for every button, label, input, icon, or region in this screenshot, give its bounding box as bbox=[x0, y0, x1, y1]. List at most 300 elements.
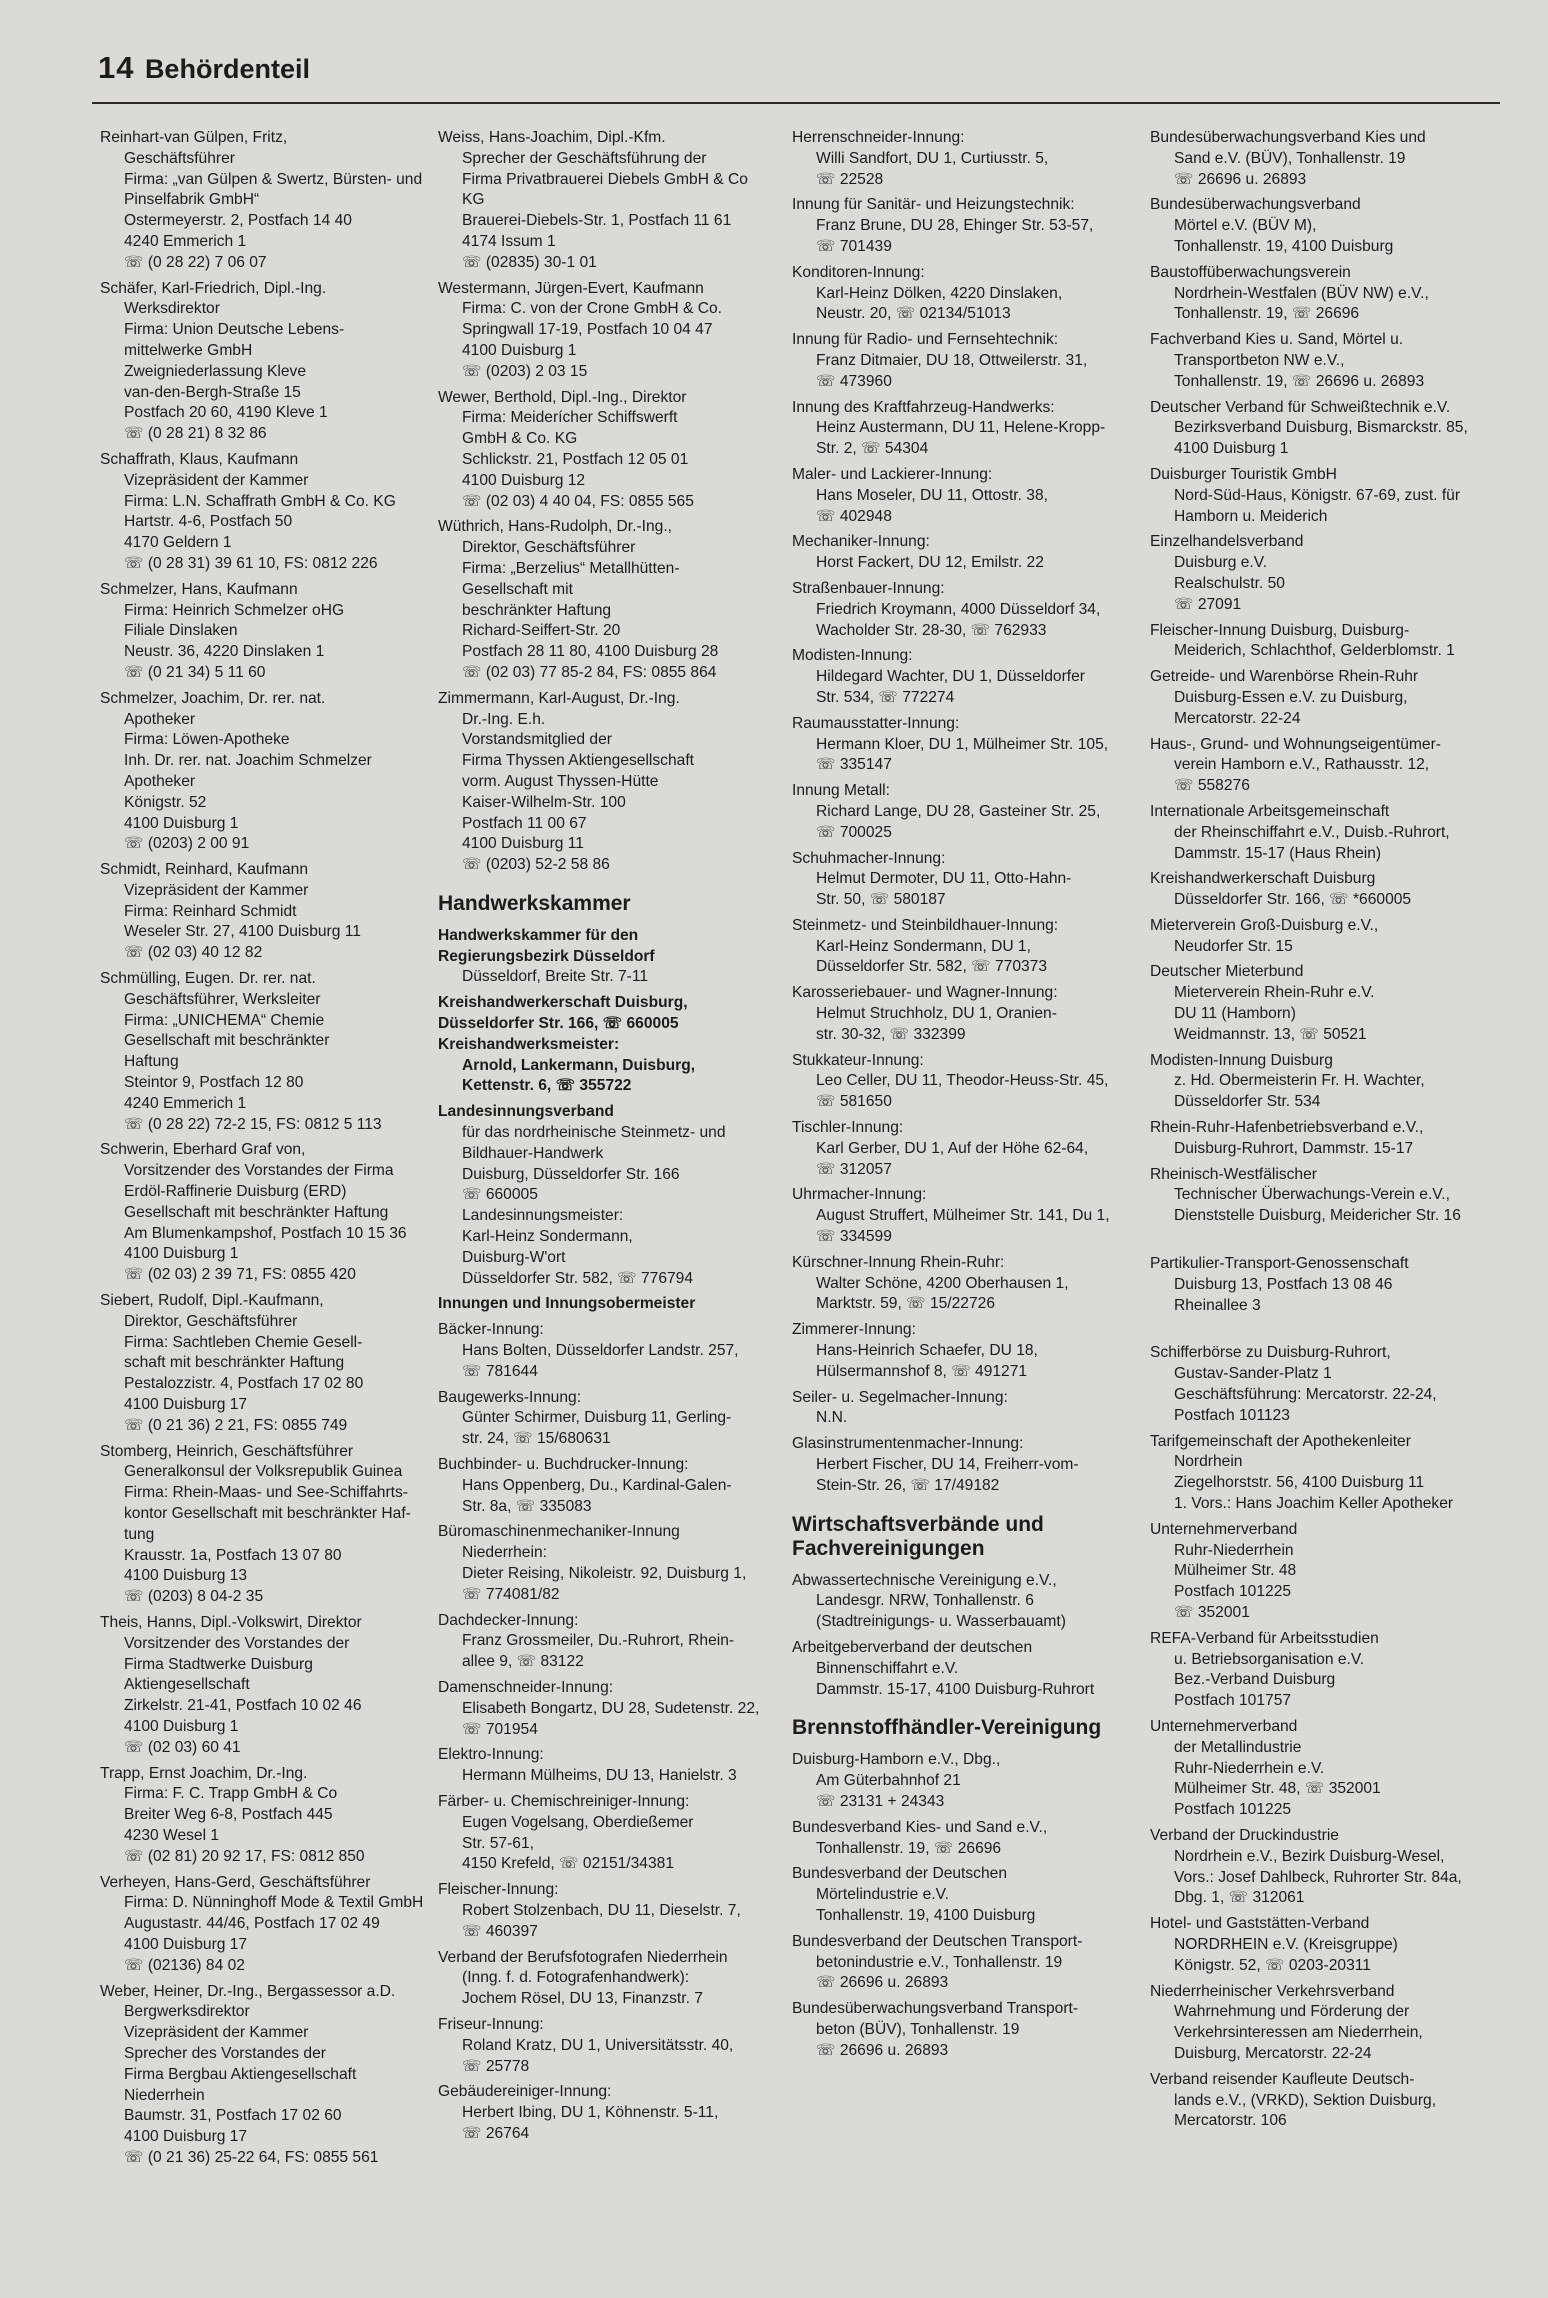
entry-line: Düsseldorfer Str. 166, ☏ *660005 bbox=[1174, 891, 1412, 909]
entry-line: van-den-Bergh-Straße 15 bbox=[124, 383, 301, 401]
entry-line: ☏ 460397 bbox=[462, 1922, 538, 1940]
entry-title: Mieterverein Groß-Duisburg e.V., bbox=[1150, 916, 1379, 934]
entry-line: beschränkter Haftung bbox=[462, 601, 612, 619]
entry-line: Firma: L.N. Schaffrath GmbH & Co. KG bbox=[124, 492, 396, 510]
entry-line: NORDRHEIN e.V. (Kreisgruppe) bbox=[1174, 1935, 1398, 1953]
directory-entry bbox=[438, 2082, 778, 2144]
entry-line: Hans Moseler, DU 11, Ottostr. 38, bbox=[816, 486, 1048, 504]
directory-entry bbox=[1150, 330, 1490, 392]
entry-line: 4100 Duisburg 1 bbox=[124, 1717, 239, 1735]
directory-entry bbox=[1150, 1343, 1490, 1426]
entry-line: Verkehrsinteressen am Niederrhein, bbox=[1174, 2024, 1423, 2042]
entry-line: Realschulstr. 50 bbox=[1174, 574, 1285, 592]
directory-entry bbox=[100, 1291, 430, 1437]
directory-entry bbox=[1150, 1826, 1490, 1909]
entry-line: ☏ 25778 bbox=[462, 2057, 530, 2075]
directory-entry bbox=[100, 1613, 430, 1759]
directory-entry bbox=[438, 388, 778, 513]
entry-line: Gesellschaft mit beschränkter bbox=[124, 1032, 330, 1050]
page-header bbox=[98, 50, 310, 86]
entry-line: Friedrich Kroymann, 4000 Düsseldorf 34, bbox=[816, 600, 1101, 618]
entry-line: Firma: Meiderícher Schiffswerft bbox=[462, 409, 678, 427]
entry-line: Krausstr. 1a, Postfach 13 07 80 bbox=[124, 1546, 342, 1564]
entry-title: Zimmerer-Innung: bbox=[792, 1321, 916, 1339]
entry-line: Hans-Heinrich Schaefer, DU 18, bbox=[816, 1342, 1038, 1360]
entry-line: Am Güterbahnhof 21 bbox=[816, 1772, 961, 1790]
directory-entry bbox=[100, 580, 430, 684]
entry-line: Rheinallee 3 bbox=[1174, 1296, 1261, 1314]
entry-line: Jochem Rösel, DU 13, Finanzstr. 7 bbox=[462, 1990, 703, 2008]
spacer bbox=[1150, 1321, 1490, 1343]
directory-entry bbox=[438, 926, 778, 988]
directory-entry bbox=[1150, 1165, 1490, 1227]
entry-line: Geschäftsführer, Werksleiter bbox=[124, 990, 321, 1008]
entry-line: Postfach 28 11 80, 4100 Duisburg 28 bbox=[462, 643, 719, 661]
entry-line: Sand e.V. (BÜV), Tonhallenstr. 19 bbox=[1174, 149, 1406, 167]
entry-title: Friseur-Innung: bbox=[438, 2015, 544, 2033]
entry-line: Duisburg, Düsseldorfer Str. 166 bbox=[462, 1165, 680, 1183]
entry-line: Neustr. 36, 4220 Dinslaken 1 bbox=[124, 643, 325, 661]
entry-line: 4100 Duisburg 1 bbox=[462, 341, 577, 359]
entry-line: Weidmannstr. 13, ☏ 50521 bbox=[1174, 1025, 1367, 1043]
entry-title: Rheinisch-Westfälischer bbox=[1150, 1165, 1317, 1183]
directory-entry bbox=[792, 579, 1132, 641]
directory-entry bbox=[438, 689, 778, 876]
entry-line: Mülheimer Str. 48, ☏ 352001 bbox=[1174, 1780, 1381, 1798]
entry-title: Buchbinder- u. Buchdrucker-Innung: bbox=[438, 1456, 689, 1474]
entry-line: Steintor 9, Postfach 12 80 bbox=[124, 1074, 304, 1092]
entry-line: Karl-Heinz Dölken, 4220 Dinslaken, bbox=[816, 284, 1063, 302]
entry-line: Wahrnehmung und Förderung der bbox=[1174, 2003, 1410, 2021]
entry-line: Duisburg e.V. bbox=[1174, 554, 1268, 572]
directory-entry bbox=[100, 860, 430, 964]
entry-line: Werksdirektor bbox=[124, 300, 220, 318]
entry-line: Regierungsbezirk Düsseldorf bbox=[438, 947, 655, 965]
directory-entry bbox=[1150, 869, 1490, 911]
entry-title: Dachdecker-Innung: bbox=[438, 1611, 579, 1629]
spacer bbox=[1150, 1232, 1490, 1254]
entry-line: 4150 Krefeld, ☏ 02151/34381 bbox=[462, 1855, 674, 1873]
entry-line: Str. 57-61, bbox=[462, 1834, 534, 1852]
entry-line: Mörtelindustrie e.V. bbox=[816, 1886, 949, 1904]
entry-line: Firma: Heinrich Schmelzer oHG bbox=[124, 601, 345, 619]
entry-title: Innung für Radio- und Fernsehtechnik: bbox=[792, 331, 1059, 349]
directory-entry bbox=[792, 195, 1132, 257]
directory-entry bbox=[1150, 1914, 1490, 1976]
entry-line: Hermann Kloer, DU 1, Mülheimer Str. 105, bbox=[816, 735, 1109, 753]
directory-entry bbox=[792, 1253, 1132, 1315]
entry-line: Baumstr. 31, Postfach 17 02 60 bbox=[124, 2107, 342, 2125]
entry-title: Schwerin, Eberhard Graf von, bbox=[100, 1141, 306, 1159]
entry-title: Siebert, Rudolf, Dipl.-Kaufmann, bbox=[100, 1292, 324, 1310]
entry-line: Postfach 11 00 67 bbox=[462, 814, 587, 832]
directory-entry bbox=[792, 1320, 1132, 1382]
entry-line: Bez.-Verband Duisburg bbox=[1174, 1671, 1336, 1689]
entry-line: Augustastr. 44/46, Postfach 17 02 49 bbox=[124, 1915, 380, 1933]
entry-line: Duisburg-Ruhrort, Dammstr. 15-17 bbox=[1174, 1139, 1414, 1157]
entry-title: Elektro-Innung: bbox=[438, 1746, 544, 1764]
entry-line: Firma: „Berzelius“ Metallhütten- bbox=[462, 559, 680, 577]
entry-line: Stein-Str. 26, ☏ 17/49182 bbox=[816, 1476, 1000, 1494]
directory-entry bbox=[438, 1948, 778, 2010]
entry-line: ☏ 352001 bbox=[1174, 1604, 1250, 1621]
entry-line: Firma: Union Deutsche Lebens- bbox=[124, 321, 345, 339]
entry-line: ☏ (02 03) 2 39 71, FS: 0855 420 bbox=[124, 1266, 356, 1284]
entry-line: Duisburg 13, Postfach 13 08 46 bbox=[1174, 1275, 1393, 1293]
entry-line: Schlickstr. 21, Postfach 12 05 01 bbox=[462, 450, 689, 468]
entry-line: Pinselfabrik GmbH“ bbox=[124, 191, 260, 209]
entry-title: Arbeitgeberverband der deutschen bbox=[792, 1639, 1033, 1656]
entry-line: Zirkelstr. 21-41, Postfach 10 02 46 bbox=[124, 1697, 362, 1715]
entry-line: Franz Brune, DU 28, Ehinger Str. 53-57, bbox=[816, 217, 1094, 235]
entry-line: Direktor, Geschäftsführer bbox=[462, 539, 636, 557]
entry-line: Roland Kratz, DU 1, Universitätsstr. 40, bbox=[462, 2036, 734, 2054]
entry-line: ☏ 581650 bbox=[816, 1093, 892, 1111]
entry-line: ☏ (02 03) 77 85-2 84, FS: 0855 864 bbox=[462, 663, 717, 681]
entry-line: Gesellschaft mit beschränkter Haftung bbox=[124, 1203, 389, 1221]
entry-line: Postfach 101123 bbox=[1174, 1406, 1290, 1424]
directory-entry bbox=[100, 1442, 430, 1608]
entry-line: Geschäftsführung: Mercatorstr. 22-24, bbox=[1174, 1386, 1437, 1404]
entry-line: Generalkonsul der Volksrepublik Guinea bbox=[124, 1463, 403, 1481]
entry-line: ☏ 558276 bbox=[1174, 777, 1250, 795]
entry-line: Vizepräsident der Kammer bbox=[124, 471, 309, 489]
entry-line: Firma: C. von der Crone GmbH & Co. bbox=[462, 300, 722, 318]
entry-line: 4230 Wesel 1 bbox=[124, 1826, 220, 1844]
directory-entry bbox=[100, 1982, 430, 2169]
entry-line: Firma: Rhein-Maas- und See-Schiffahrts- bbox=[124, 1484, 408, 1502]
directory-entry bbox=[1150, 667, 1490, 729]
entry-line: Zweigniederlassung Kleve bbox=[124, 362, 307, 380]
section-heading: Wirtschaftsverbände und Fachvereinigungen bbox=[792, 1512, 1044, 1560]
entry-line: Technischer Überwachungs-Verein e.V., bbox=[1174, 1186, 1450, 1204]
entry-line: Kaiser-Wilhelm-Str. 100 bbox=[462, 793, 626, 811]
entry-line: Mieterverein Rhein-Ruhr e.V. bbox=[1174, 984, 1375, 1002]
entry-line: Tonhallenstr. 19, ☏ 26696 u. 26893 bbox=[1174, 372, 1425, 390]
entry-line: Ruhr-Niederrhein bbox=[1174, 1541, 1294, 1559]
entry-line: ☏ 26696 u. 26893 bbox=[816, 2041, 949, 2059]
entry-line: verein Hamborn e.V., Rathausstr. 12, bbox=[1174, 756, 1430, 774]
directory-entry bbox=[792, 330, 1132, 392]
entry-line: 4100 Duisburg 17 bbox=[124, 1935, 248, 1953]
directory-entry bbox=[792, 983, 1132, 1045]
entry-line: Aktiengesellschaft bbox=[124, 1676, 250, 1694]
directory-entry bbox=[792, 1750, 1132, 1812]
entry-line: ☏ 22528 bbox=[816, 170, 884, 188]
entry-line: Weseler Str. 27, 4100 Duisburg 11 bbox=[124, 923, 361, 941]
entry-line: ☏ 23131 + 24343 bbox=[816, 1792, 945, 1810]
entry-line: Postfach 101757 bbox=[1174, 1692, 1292, 1710]
entry-line: Breiter Weg 6-8, Postfach 445 bbox=[124, 1806, 333, 1824]
entry-line: Dieter Reising, Nikoleistr. 92, Duisburg 1, bbox=[462, 1565, 747, 1582]
entry-line: ☏ (0 21 34) 5 11 60 bbox=[124, 663, 266, 681]
directory-entry bbox=[1150, 2070, 1490, 2132]
entry-line: ☏ (02136) 84 02 bbox=[124, 1956, 245, 1974]
directory-entry bbox=[792, 1051, 1132, 1113]
directory-entry bbox=[1150, 1051, 1490, 1113]
directory-entry bbox=[792, 1571, 1132, 1633]
entry-line: Gesellschaft mit bbox=[462, 580, 573, 598]
entry-line: Transportbeton NW e.V., bbox=[1174, 351, 1345, 369]
entry-title: Uhrmacher-Innung: bbox=[792, 1186, 927, 1204]
entry-line: Düsseldorfer Str. 534 bbox=[1174, 1093, 1321, 1111]
entry-line: Meiderich, Schlachthof, Gelderblomstr. 1 bbox=[1174, 642, 1455, 660]
entry-title: Stomberg, Heinrich, Geschäftsführer bbox=[100, 1442, 354, 1460]
entry-line: Firma Bergbau Aktiengesellschaft bbox=[124, 2065, 357, 2083]
directory-entry bbox=[438, 1522, 778, 1605]
entry-line: Nordrhein bbox=[1174, 1453, 1243, 1471]
entry-line: Neudorfer Str. 15 bbox=[1174, 937, 1293, 955]
entry-line: vorm. August Thyssen-Hütte bbox=[462, 772, 659, 790]
entry-line: 4100 Duisburg 13 bbox=[124, 1567, 248, 1585]
entry-title: Karosseriebauer- und Wagner-Innung: bbox=[792, 984, 1058, 1002]
entry-title: Reinhart-van Gülpen, Fritz, bbox=[100, 129, 288, 146]
entry-title: Bundesüberwachungsverband Kies und bbox=[1150, 129, 1426, 146]
directory-entry bbox=[438, 1745, 778, 1787]
entry-line: ☏ (0203) 8 04-2 35 bbox=[124, 1588, 264, 1606]
entry-line: Niederrhein: bbox=[462, 1544, 547, 1562]
entry-line: lands e.V., (VRKD), Sektion Duisburg, bbox=[1174, 2091, 1437, 2109]
entry-line: ☏ (0 28 22) 7 06 07 bbox=[124, 253, 267, 271]
entry-line: Willi Sandfort, DU 1, Curtiusstr. 5, bbox=[816, 149, 1049, 167]
directory-entry bbox=[1150, 1118, 1490, 1160]
entry-line: 4170 Geldern 1 bbox=[124, 534, 232, 552]
entry-line: betonindustrie e.V., Tonhallenstr. 19 bbox=[816, 1953, 1063, 1971]
entry-title: Kreishandwerkerschaft Duisburg, bbox=[438, 994, 688, 1012]
entry-line: Hartstr. 4-6, Postfach 50 bbox=[124, 513, 293, 531]
directory-entry bbox=[792, 1118, 1132, 1180]
entry-line: Düsseldorfer Str. 582, ☏ 776794 bbox=[462, 1269, 694, 1287]
entry-line: Nord-Süd-Haus, Königstr. 67-69, zust. für bbox=[1174, 486, 1461, 504]
directory-entry bbox=[1150, 1717, 1490, 1821]
entry-line: Dbg. 1, ☏ 312061 bbox=[1174, 1889, 1305, 1907]
entry-line: Walter Schöne, 4200 Oberhausen 1, bbox=[816, 1274, 1069, 1292]
entry-line: Nordrhein e.V., Bezirk Duisburg-Wesel, bbox=[1174, 1847, 1445, 1865]
entry-line: schaft mit beschränkter Haftung bbox=[124, 1354, 345, 1372]
entry-line: (Inng. f. d. Fotografenhandwerk): bbox=[462, 1969, 690, 1987]
entry-line: 4100 Duisburg 1 bbox=[124, 814, 239, 832]
directory-entry bbox=[792, 128, 1132, 190]
entry-title: Getreide- und Warenbörse Rhein-Ruhr bbox=[1150, 668, 1419, 686]
directory-entry bbox=[792, 1864, 1132, 1926]
entry-line: ☏ (0203) 52-2 58 86 bbox=[462, 856, 610, 874]
entry-line: KG bbox=[462, 191, 485, 209]
entry-line: 4100 Duisburg 17 bbox=[124, 2128, 248, 2146]
entry-line: Str. 2, ☏ 54304 bbox=[816, 440, 929, 458]
entry-line: Bergwerksdirektor bbox=[124, 2003, 250, 2021]
directory-entry bbox=[100, 128, 430, 274]
entry-line: Tonhallenstr. 19, ☏ 26696 bbox=[816, 1839, 1002, 1857]
entry-title: Landesinnungsverband bbox=[438, 1103, 614, 1121]
directory-entry bbox=[438, 1792, 778, 1875]
directory-entry bbox=[792, 1638, 1132, 1700]
entry-title: Internationale Arbeitsgemeinschaft bbox=[1150, 802, 1390, 820]
directory-entry bbox=[1150, 263, 1490, 325]
entry-line: ☏ 774081/82 bbox=[462, 1585, 560, 1603]
entry-line: ☏ 335147 bbox=[816, 756, 892, 774]
directory-entry bbox=[792, 1999, 1132, 2061]
entry-line: ☏ 26696 u. 26893 bbox=[1174, 170, 1307, 188]
entry-title: Partikulier-Transport-Genossenschaft bbox=[1150, 1255, 1409, 1273]
entry-line: Ostermeyerstr. 2, Postfach 14 40 bbox=[124, 212, 352, 230]
section-heading: Brennstoffhändler-Vereinigung bbox=[792, 1716, 1102, 1740]
entry-line: ☏ 334599 bbox=[816, 1228, 892, 1246]
directory-entry bbox=[100, 969, 430, 1135]
directory-entry bbox=[1150, 128, 1490, 190]
entry-title: Herrenschneider-Innung: bbox=[792, 129, 965, 146]
directory-entry bbox=[1150, 398, 1490, 460]
entry-line: 4240 Emmerich 1 bbox=[124, 1094, 247, 1112]
entry-title: Verband der Druckindustrie bbox=[1150, 1826, 1339, 1844]
entry-title: Schaffrath, Klaus, Kaufmann bbox=[100, 450, 299, 468]
entry-line: Duisburg-Essen e.V. zu Duisburg, bbox=[1174, 688, 1408, 706]
entry-title: Bundesverband der Deutschen bbox=[792, 1865, 1007, 1883]
entry-line: Hans Oppenberg, Du., Kardinal-Galen- bbox=[462, 1476, 732, 1494]
entry-title: Kürschner-Innung Rhein-Ruhr: bbox=[792, 1253, 1005, 1271]
entry-title: Haus-, Grund- und Wohnungseigentümer- bbox=[1150, 735, 1441, 753]
directory-entry bbox=[438, 279, 778, 383]
entry-title: Einzelhandelsverband bbox=[1150, 533, 1304, 551]
column-1 bbox=[100, 128, 430, 2174]
directory-entry bbox=[792, 781, 1132, 843]
entry-line: Dammstr. 15-17, 4100 Duisburg-Ruhrort bbox=[816, 1680, 1095, 1698]
directory-entry bbox=[438, 1320, 778, 1382]
directory-entry bbox=[438, 128, 778, 274]
directory-entry bbox=[792, 849, 1132, 911]
entry-line: ☏ (0203) 2 00 91 bbox=[124, 835, 250, 853]
entry-line: der Metallindustrie bbox=[1174, 1738, 1302, 1756]
entry-title: Innung des Kraftfahrzeug-Handwerks: bbox=[792, 398, 1055, 416]
entry-line: Königstr. 52, ☏ 0203-20311 bbox=[1174, 1956, 1371, 1974]
entry-title: Rhein-Ruhr-Hafenbetriebsverband e.V., bbox=[1150, 1119, 1424, 1137]
entry-line: Ziegelhorststr. 56, 4100 Duisburg 11 bbox=[1174, 1474, 1425, 1492]
directory-entry bbox=[100, 450, 430, 575]
entry-line: Königstr. 52 bbox=[124, 793, 207, 811]
entry-title: Innung Metall: bbox=[792, 782, 890, 800]
directory-entry bbox=[792, 646, 1132, 708]
directory-entry bbox=[792, 714, 1132, 776]
entry-line: Direktor, Geschäftsführer bbox=[124, 1312, 298, 1330]
entry-title: Bundesverband Kies- und Sand e.V., bbox=[792, 1818, 1048, 1836]
entry-line: Dienststelle Duisburg, Meidericher Str. 16 bbox=[1174, 1207, 1461, 1225]
entry-title: Trapp, Ernst Joachim, Dr.-Ing. bbox=[100, 1764, 308, 1782]
entry-line: Heinz Austermann, DU 11, Helene-Kropp- bbox=[816, 419, 1106, 437]
entry-line: Firma: F. C. Trapp GmbH & Co bbox=[124, 1785, 338, 1803]
entry-line: ☏ 473960 bbox=[816, 372, 892, 390]
directory-entry bbox=[438, 1388, 778, 1450]
entry-line: Firma Stadtwerke Duisburg bbox=[124, 1655, 313, 1673]
entry-title: Bundesüberwachungsverband Transport- bbox=[792, 2000, 1079, 2018]
entry-title: Gebäudereiniger-Innung: bbox=[438, 2083, 612, 2101]
entry-line: 4100 Duisburg 1 bbox=[124, 1245, 239, 1263]
entry-title: Schmelzer, Hans, Kaufmann bbox=[100, 580, 298, 598]
entry-line: Vorstandsmitglied der bbox=[462, 731, 612, 749]
entry-line: Landesinnungsmeister: bbox=[462, 1207, 624, 1225]
entry-title: Zimmermann, Karl-August, Dr.-Ing. bbox=[438, 689, 680, 707]
entry-title: Steinmetz- und Steinbildhauer-Innung: bbox=[792, 916, 1059, 934]
entry-title: Schmelzer, Joachim, Dr. rer. nat. bbox=[100, 689, 326, 707]
entry-line: Str. 534, ☏ 772274 bbox=[816, 688, 955, 706]
entry-line: ☏ (0 28 31) 39 61 10, FS: 0812 226 bbox=[124, 554, 378, 572]
directory-entry bbox=[1150, 735, 1490, 797]
entry-title: Bundesverband der Deutschen Transport- bbox=[792, 1932, 1083, 1950]
entry-line: Hildegard Wachter, DU 1, Düsseldorfer bbox=[816, 668, 1085, 686]
directory-entry bbox=[1150, 1982, 1490, 2065]
entry-line: Vors.: Josef Dahlbeck, Ruhrorter Str. 84a, bbox=[1174, 1868, 1462, 1886]
entry-title: Duisburg-Hamborn e.V., Dbg., bbox=[792, 1751, 1001, 1769]
entry-line: Mörtel e.V. (BÜV M), bbox=[1174, 217, 1317, 235]
directory-entry bbox=[438, 993, 778, 1097]
entry-line: Vorsitzender des Vorstandes der bbox=[124, 1634, 350, 1652]
entry-line: Helmut Struchholz, DU 1, Oranien- bbox=[816, 1005, 1057, 1023]
directory-entry bbox=[438, 1678, 778, 1740]
entry-line: Hermann Mülheims, DU 13, Hanielstr. 3 bbox=[462, 1767, 737, 1785]
entry-line: Str. 8a, ☏ 335083 bbox=[462, 1497, 592, 1515]
entry-line: Firma: Sachtleben Chemie Gesell- bbox=[124, 1333, 363, 1351]
entry-title: Seiler- u. Segelmacher-Innung: bbox=[792, 1388, 1008, 1406]
directory-entry bbox=[1150, 916, 1490, 958]
entry-line: GmbH & Co. KG bbox=[462, 430, 578, 448]
entry-line: ☏ (0 28 22) 72-2 15, FS: 0812 5 113 bbox=[124, 1115, 382, 1133]
entry-line: Apotheker bbox=[124, 772, 196, 790]
entry-line: N.N. bbox=[816, 1409, 848, 1427]
entry-title: Theis, Hanns, Dipl.-Volkswirt, Direktor bbox=[100, 1613, 362, 1631]
entry-line: tung bbox=[124, 1525, 155, 1543]
entry-line: Leo Celler, DU 11, Theodor-Heuss-Str. 45, bbox=[816, 1072, 1109, 1090]
entry-line: 4174 Issum 1 bbox=[462, 232, 556, 250]
entry-line: Herbert Fischer, DU 14, Freiherr-vom- bbox=[816, 1456, 1079, 1474]
entry-line: ☏ (0203) 2 03 15 bbox=[462, 362, 588, 380]
entry-line: ☏ 701954 bbox=[462, 1720, 538, 1738]
entry-line: Landesgr. NRW, Tonhallenstr. 6 bbox=[816, 1592, 1034, 1610]
entry-line: ☏ 312057 bbox=[816, 1160, 892, 1178]
directory-entry bbox=[100, 1764, 430, 1868]
entry-line: 4100 Duisburg 1 bbox=[1174, 440, 1289, 458]
entry-line: Kettenstr. 6, ☏ 355722 bbox=[462, 1077, 632, 1095]
entry-line: 4100 Duisburg 12 bbox=[462, 471, 586, 489]
entry-line: Bildhauer-Handwerk bbox=[462, 1144, 604, 1162]
entry-line: Hans Bolten, Düsseldorfer Landstr. 257, bbox=[462, 1342, 739, 1360]
entry-title: Fleischer-Innung: bbox=[438, 1881, 559, 1899]
section-heading: Handwerkskammer bbox=[438, 891, 631, 915]
entry-line: Springwall 17-19, Postfach 10 04 47 bbox=[462, 321, 713, 339]
entry-line: Filiale Dinslaken bbox=[124, 622, 238, 640]
directory-entry bbox=[1150, 195, 1490, 257]
directory-entry bbox=[100, 279, 430, 445]
directory-entry bbox=[1150, 1254, 1490, 1316]
entry-line: ☏ 660005 bbox=[462, 1186, 538, 1204]
entry-line: ☏ 26764 bbox=[462, 2124, 530, 2142]
entry-title: REFA-Verband für Arbeitsstudien bbox=[1150, 1629, 1379, 1647]
section-title: Behördenteil bbox=[144, 54, 310, 84]
directory-entry bbox=[100, 1873, 430, 1977]
entry-line: Tonhallenstr. 19, 4100 Duisburg bbox=[1174, 237, 1394, 255]
entry-line: Düsseldorfer Str. 582, ☏ 770373 bbox=[816, 958, 1048, 976]
entry-line: Dr.-Ing. E.h. bbox=[462, 710, 546, 728]
entry-line: Ruhr-Niederrhein e.V. bbox=[1174, 1759, 1325, 1777]
entry-line: Pestalozzistr. 4, Postfach 17 02 80 bbox=[124, 1375, 364, 1393]
entry-line: u. Betriebsorganisation e.V. bbox=[1174, 1650, 1365, 1668]
entry-title: Damenschneider-Innung: bbox=[438, 1678, 614, 1696]
directory-entry bbox=[1150, 962, 1490, 1045]
entry-line: Vizepräsident der Kammer bbox=[124, 2024, 309, 2042]
entry-line: Niederrhein bbox=[124, 2086, 205, 2104]
entry-line: Gustav-Sander-Platz 1 bbox=[1174, 1365, 1332, 1383]
entry-title: Fachverband Kies u. Sand, Mörtel u. bbox=[1150, 331, 1404, 349]
entry-title: Bundesüberwachungsverband bbox=[1150, 196, 1361, 214]
directory-entry bbox=[1150, 1629, 1490, 1712]
directory-entry bbox=[792, 1818, 1132, 1860]
